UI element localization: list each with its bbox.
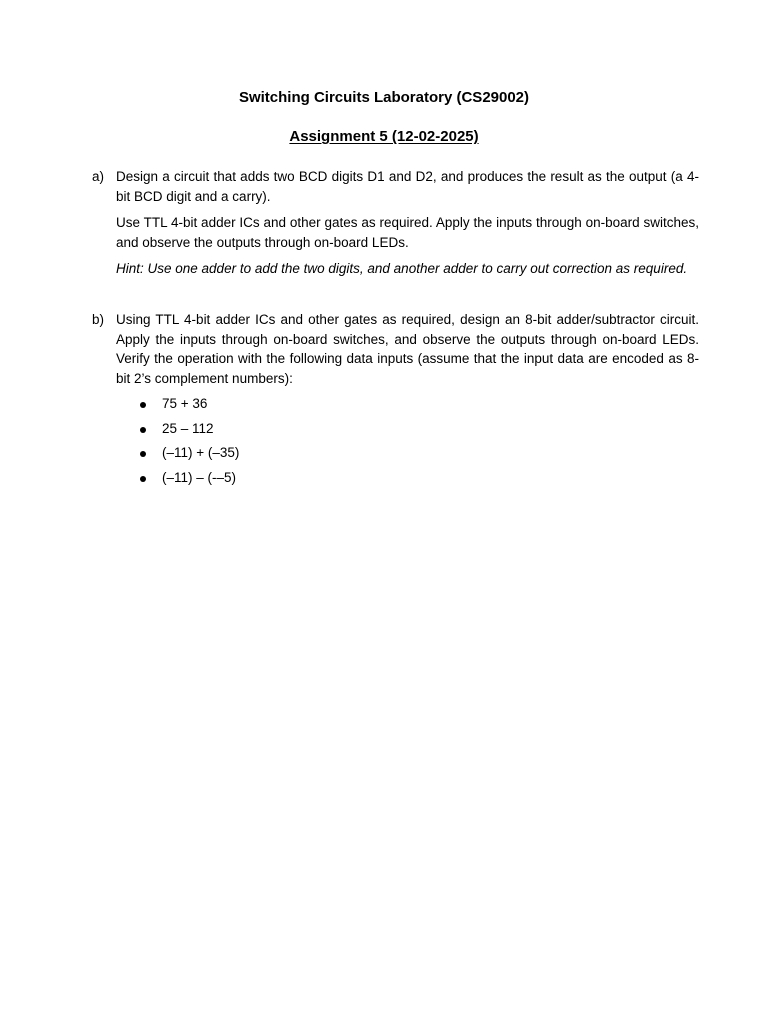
question-a-label: a) [92,169,105,184]
data-input-text: (–11) + (–35) [162,445,240,460]
question-b-task: Using TTL 4-bit adder ICs and other gates as required, design an 8-bit adder/subtractor circuit. Apply the inputs through on-board switches, and observe the outputs through on-board LEDs. Verify the operation with the following data inputs (assume that the input data are encoded as 8-bit 2’s complement numbers): [116,312,699,386]
list-item [116,392,699,417]
data-input-list [116,392,699,490]
data-input-text: (–11) – (-–5) [162,469,237,485]
list-item [116,417,699,442]
assignment-title: Assignment 5 (12-02-2025) [289,128,479,145]
bullet-icon [140,402,146,408]
data-input-text: 75 + 36 [162,396,208,411]
question-b-body [116,310,699,490]
bullet-icon [140,476,146,482]
question-a-instructions: Use TTL 4-bit adder ICs and other gates as required. Apply the inputs through on-board switches, and observe the outputs through on-board LEDs. [116,215,699,250]
question-a-hint: Hint: Use one adder to add the two digits, and another adder to carry out correction as required. [116,261,688,276]
list-item [116,441,699,466]
list-item [116,466,699,491]
question-a-body [116,167,699,279]
question-a-task: Design a circuit that adds two BCD digits D1 and D2, and produces the result as the output (a 4-bit BCD digit and a carry). [116,169,699,204]
data-input-text: 25 – 112 [162,420,214,436]
question-b-label: b) [92,312,105,327]
course-title: Switching Circuits Laboratory (CS29002) [238,89,530,106]
bullet-icon [140,451,146,457]
bullet-icon [140,427,146,433]
